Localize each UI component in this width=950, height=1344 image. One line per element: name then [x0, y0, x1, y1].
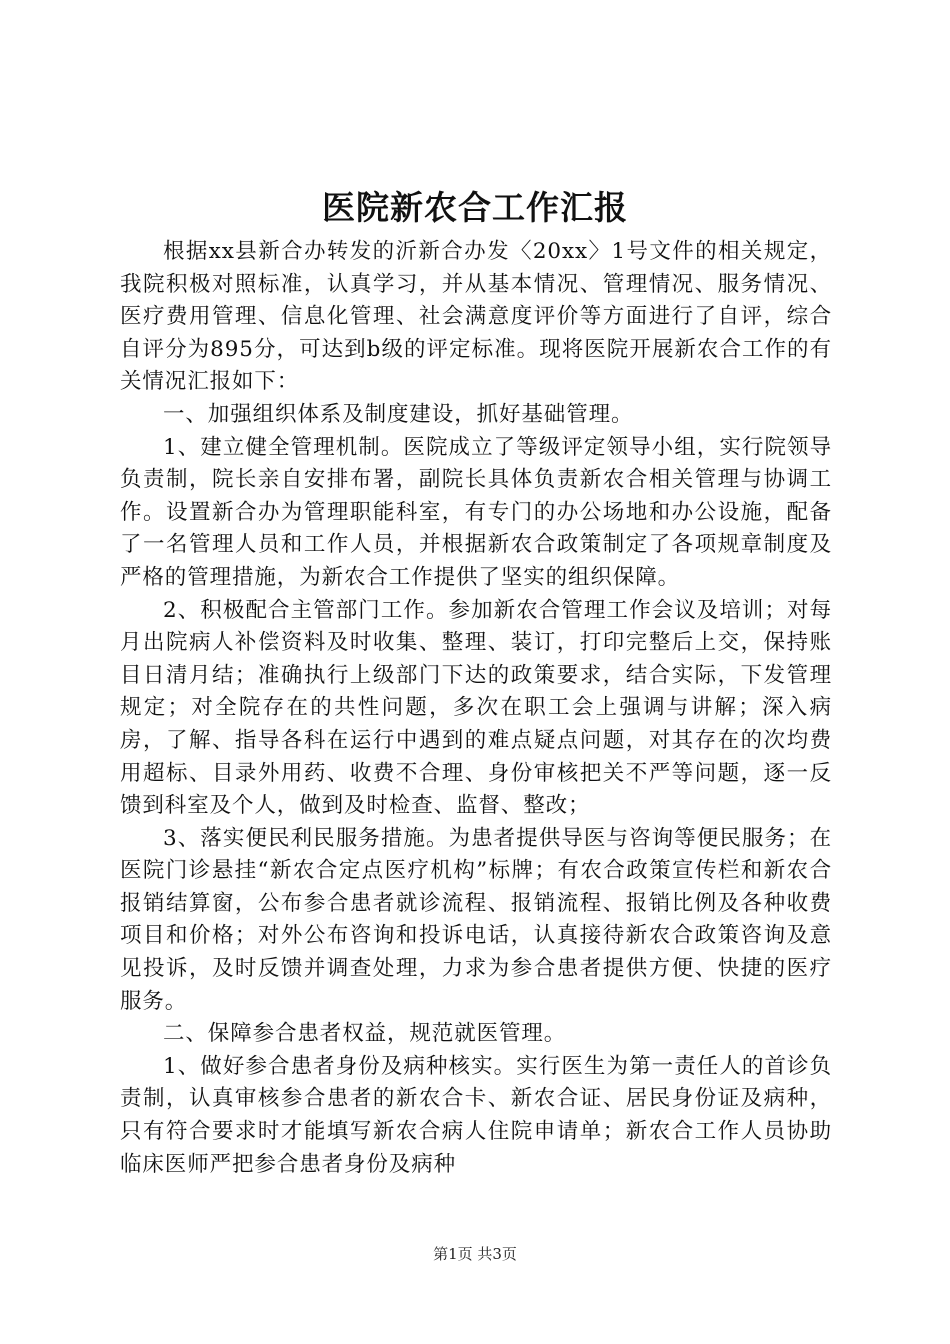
document-title: 医院新农合工作汇报: [322, 188, 628, 227]
paragraph-management-mechanism: 1、建立健全管理机制。医院成立了等级评定领导小组，实行院领导负责制，院长亲自安排布署，副院长具体负责新农合相关管理与协调工作。设置新合办为管理职能科室，有专门的办公场地和办公设施，配备了一名管理人员和工作人员，并根据新农合政策制定了各项规章制度及严格的管理措施，为新农合工作提供了坚实的组织保障。: [120, 434, 832, 590]
paragraph-service-measures: 3、落实便民利民服务措施。为患者提供导医与咨询等便民服务；在医院门诊悬挂“新农合定点医疗机构”标牌；有农合政策宣传栏和新农合报销结算窗，公布参合患者就诊流程、报销流程、报销比例及各种收费项目和价格；对外公布咨询和投诉电话，认真接待新农合政策咨询及意见投诉，及时反馈并调查处理，力求为参合患者提供方便、快捷的医疗服务。: [120, 825, 832, 1014]
section-heading-organization: 一、加强组织体系及制度建设，抓好基础管理。: [163, 401, 634, 427]
page-number: 第1页 共3页: [433, 1245, 517, 1263]
section-heading-patient-rights: 二、保障参合患者权益，规范就医管理。: [163, 1021, 567, 1047]
paragraph-identity-verification: 1、做好参合患者身份及病种核实。实行医生为第一责任人的首诊负责制，认真审核参合患者的新农合卡、新农合证、居民身份证及病种，只有符合要求时才能填写新农合病人住院申请单；新农合工作人员协助临床医师严把参合患者身份及病种: [120, 1053, 832, 1177]
paragraph-intro: 根据xx县新合办转发的沂新合办发〈20xx〉1号文件的相关规定，我院积极对照标准，认真学习，并从基本情况、管理情况、服务情况、医疗费用管理、信息化管理、社会满意度评价等方面进行了自评，综合自评分为895分，可达到b级的评定标准。现将医院开展新农合工作的有关情况汇报如下：: [120, 239, 832, 395]
document-body: [120, 236, 832, 1181]
paragraph-cooperation: 2、积极配合主管部门工作。参加新农合管理工作会议及培训；对每月出院病人补偿资料及时收集、整理、装订，打印完整后上交，保持账目日清月结；准确执行上级部门下达的政策要求，结合实际，下发管理规定；对全院存在的共性问题，多次在职工会上强调与讲解；深入病房，了解、指导各科在运行中遇到的难点疑点问题，对其存在的次均费用超标、目录外用药、收费不合理、身份审核把关不严等问题，逐一反馈到科室及个人，做到及时检查、监督、整改；: [120, 597, 832, 819]
